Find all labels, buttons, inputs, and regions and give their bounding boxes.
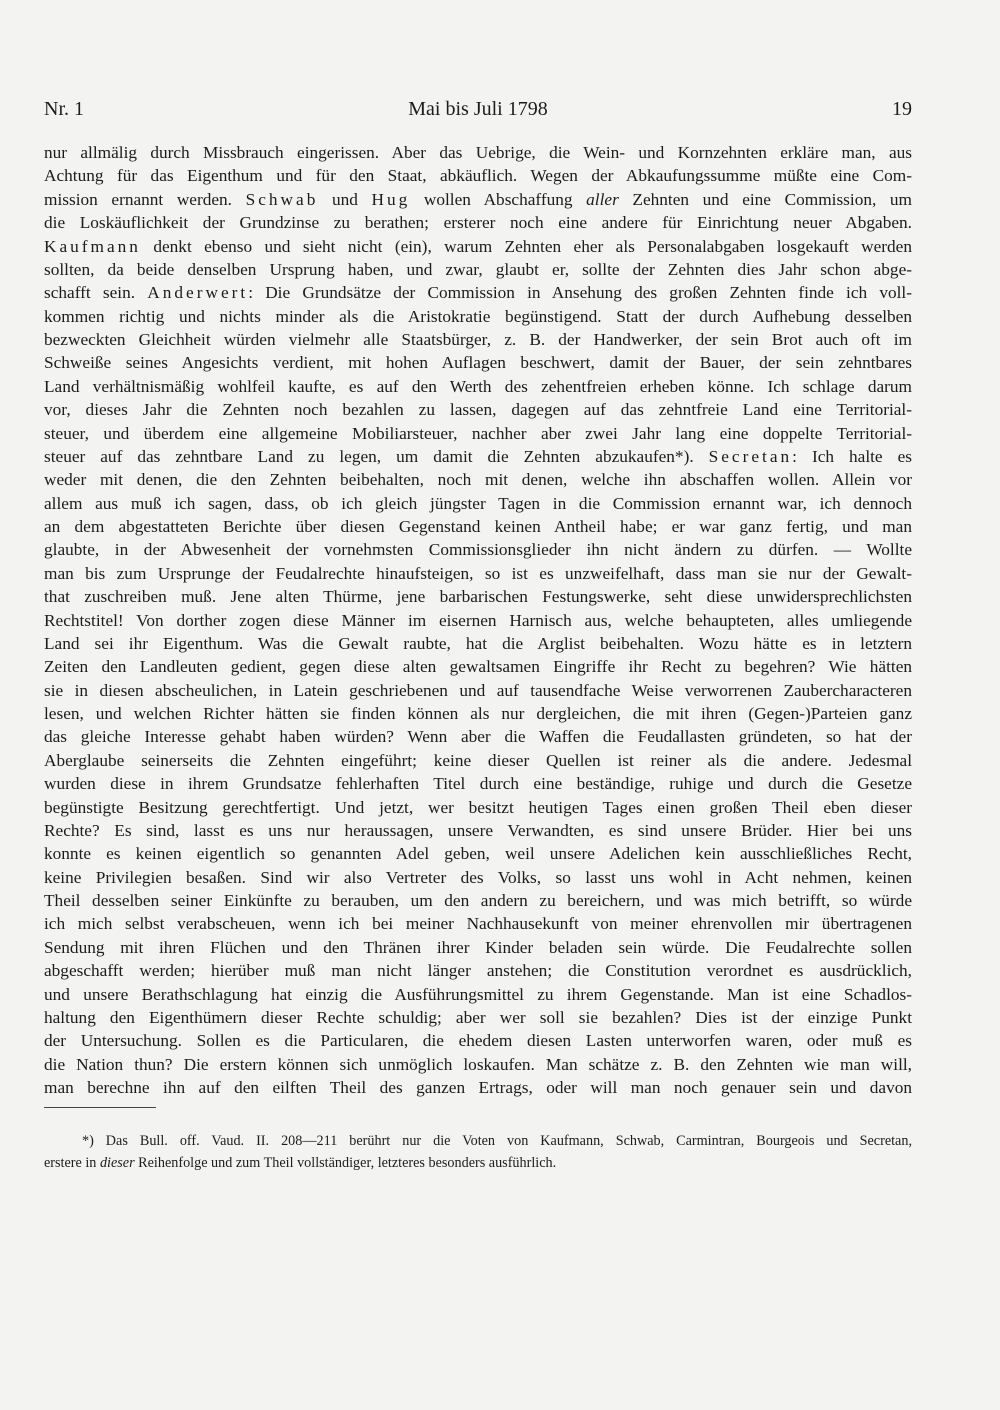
text-line — [44, 164, 912, 187]
text-line — [44, 632, 912, 655]
text-line — [44, 936, 912, 959]
text-line — [44, 1053, 912, 1076]
header-date-range: Mai bis Juli 1798 — [408, 98, 548, 120]
text-segment: bezweckten Gleichheit würden vielmehr alle Staatsbürger, z. B. der Handwerker, der sein Brot auch oft im — [44, 330, 912, 349]
text-segment: kommen richtig und nichts minder als die Aristokratie begünstigend. Statt der durch Aufhebung desselben — [44, 306, 912, 326]
text-line — [44, 796, 912, 819]
text-segment: denkt ebenso und sieht nicht (ein), warum Zehnten eher als Personalabgaben losgekauft werden — [140, 236, 912, 256]
text-line — [44, 422, 912, 445]
text-segment: Theil desselben seiner Einkünfte zu berauben, um den andern zu bereichern, und was mich betrifft, so würde — [44, 891, 912, 910]
footnote-divider — [44, 1107, 156, 1108]
text-line — [44, 351, 912, 374]
text-segment: das gleiche Interesse gehabt haben würden? Wenn aber die Waffen die Feudallasten gründeten, so hat der — [44, 727, 912, 747]
text-segment: Land sei ihr Eigenthum. Was die Gewalt raubte, hat die Arglist beibehalten. Wozu hätte es in letztern — [44, 633, 912, 653]
text-segment: keine Privilegien besaßen. Sind wir also Vertreter des Volks, so lasst uns wohl in Acht nehmen, keinen — [44, 867, 912, 887]
speaker-name: Anderwert — [147, 283, 249, 303]
text-line — [44, 866, 912, 889]
text-line — [44, 772, 912, 795]
text-line — [44, 702, 912, 725]
text-line — [44, 398, 912, 421]
text-line — [44, 538, 912, 561]
footnote-line — [44, 1130, 912, 1152]
speaker-name: Schwab — [245, 189, 319, 209]
text-segment: die Loskäuflichkeit der Grundzinse zu berathen; ersterer noch eine andere für Einrichtung neuer Abgaben. — [44, 213, 912, 233]
text-line — [44, 842, 912, 865]
text-segment: Rechte? Es sind, lasst es uns nur heraussagen, unsere Verwandten, es sind unsere Brüder. Hier bei uns — [44, 820, 912, 840]
text-segment: ich mich selbst verabscheuen, wenn ich bei meiner Nachhausekunft von meiner ehrenvollen mir übertragenen — [44, 914, 912, 934]
text-line — [44, 468, 912, 491]
text-segment: : Die Grundsätze der Commission in Ansehung des großen Zehnten finde ich voll- — [248, 283, 912, 303]
text-line — [44, 889, 912, 912]
text-segment: schafft sein. — [44, 283, 148, 303]
text-line — [44, 655, 912, 678]
speaker-name: Hug — [371, 189, 411, 209]
text-segment: Rechtstitel! Von dorther zogen diese Männer im eisernen Harnisch aus, welche behaupteten, alles umliegende — [44, 610, 912, 630]
emphasized-word: aller — [586, 189, 619, 209]
text-line — [44, 1006, 912, 1029]
text-line — [44, 912, 912, 935]
text-segment: Achtung für das Eigenthum und für den Staat, abkäuflich. Wegen der Abkaufungssumme müßte eine Com- — [44, 166, 912, 186]
text-segment: steuer, und überdem eine allgemeine Mobiliarsteuer, nachher aber zwei Jahr lang eine doppelte Territorial- — [44, 423, 912, 443]
text-line — [44, 375, 912, 398]
page-number: 19 — [892, 98, 912, 120]
text-line — [44, 725, 912, 748]
text-segment: vor, dieses Jahr die Zehnten noch bezahlen zu lassen, dagegen auf das zehntfreie Land eine Territorial- — [44, 400, 912, 420]
header-number: Nr. 1 — [44, 98, 84, 120]
text-segment: konnte es keinen eigentlich so genannten Adel geben, weil unsere Adelichen kein ausschließliches Recht, — [44, 844, 912, 864]
body-text — [44, 141, 912, 1099]
text-line — [44, 211, 912, 234]
text-segment: wollen Abschaffung — [410, 189, 587, 209]
text-line — [44, 959, 912, 982]
text-line — [44, 235, 912, 258]
text-segment: wurden diese in ihrem Grundsatze fehlerhaften Titel durch eine beständige, ruhige und durch die Gesetze — [44, 774, 912, 794]
running-head — [44, 98, 912, 128]
text-line — [44, 983, 912, 1006]
text-segment: Land verhältnismäßig wohlfeil kaufte, es auf den Werth des zehentfreien erheben könne. Ich schlage darum — [44, 376, 912, 396]
text-segment: Zeiten den Landleuten gedient, gegen diese alten gewaltsamen Eingriffe ihr Recht zu begehren? Wie hätten — [44, 657, 912, 677]
text-segment: erstere in — [44, 1155, 100, 1171]
text-line — [44, 188, 912, 211]
text-segment: begünstigte Besitzung gerechtfertigt. Und jetzt, wer besitzt heutigen Tages einen großen Theil eben dieser — [44, 797, 912, 817]
text-line — [44, 492, 912, 515]
text-segment: Aberglaube seinerseits die Zehnten eingeführt; keine dieser Quellen ist reiner als die andere. Jedesmal — [44, 750, 912, 770]
text-line — [44, 1029, 912, 1052]
text-line — [44, 1076, 912, 1099]
emphasized-word: dieser — [99, 1155, 135, 1171]
text-segment: die Nation thun? Die erstern können sich unmöglich loskaufen. Man schätze z. B. den Zehnten wie man will, — [44, 1054, 912, 1074]
text-segment: haltung den Eigenthümern dieser Rechte schuldig; aber wer soll sie bezahlen? Dies ist der einzige Punkt — [44, 1007, 912, 1027]
text-segment: nur allmälig durch Missbrauch eingerissen. Aber das Uebrige, die Wein- und Kornzehnten erkläre man, aus — [44, 143, 912, 162]
text-segment: abgeschafft werden; hierüber muß man nicht länger anstehen; die Constitution verordnet es ausdrücklich, — [44, 961, 912, 981]
text-segment: weder mit denen, die den Zehnten beibehalten, noch mit denen, welche ihn abschaffen wollen. Allein vor — [44, 470, 912, 490]
text-line — [44, 819, 912, 842]
text-segment: lesen, und welchen Richter hätten sie finden können als nur dergleichen, die mit ihren (Gegen-)Parteien ganz — [44, 704, 912, 723]
text-segment: und — [318, 189, 372, 209]
text-line — [44, 445, 912, 468]
text-segment: der Untersuchung. Sollen es die Particularen, die ehedem diesen Lasten unterworfen waren, oder muß es — [44, 1031, 912, 1051]
footnote-line — [44, 1152, 912, 1174]
text-line — [44, 258, 912, 281]
text-segment: Sendung mit ihren Flüchen und den Thränen ihrer Kinder beladen sein würde. Die Feudalrechte sollen — [44, 937, 912, 957]
text-line — [44, 749, 912, 772]
text-segment: allem aus muß ich sagen, dass, ob ich gleich jüngster Tagen in die Commission ernannt war, ich dennoch — [44, 493, 912, 513]
text-segment: und unsere Berathschlagung hat einzig die Ausführungsmittel zu ihrem Gegenstande. Man ist eine Schadlos- — [44, 984, 912, 1004]
text-line — [44, 679, 912, 702]
speaker-name: Kaufmann — [44, 236, 141, 256]
text-line — [44, 515, 912, 538]
text-line — [44, 585, 912, 608]
text-segment: *) Das Bull. off. Vaud. II. 208—211 berührt nur die Voten von Kaufmann, Schwab, Carmintran, Bourgeois und Secretan, — [82, 1133, 912, 1149]
text-line — [44, 609, 912, 632]
text-segment: sollten, da beide denselben Ursprung haben, und zwar, glaubt er, sollte der Zehnten dies Jahr schon abge- — [44, 259, 912, 279]
text-line — [44, 305, 912, 328]
text-segment: steuer auf das zehntbare Land zu legen, um damit die Zehnten abzukaufen*). — [44, 446, 709, 466]
text-segment: an dem abgestatteten Berichte über diesen Gegenstand keinen Antheil habe; er war ganz fertig, und man — [44, 517, 912, 536]
text-segment: Zehnten und eine Commission, um — [618, 189, 912, 209]
text-segment: Schweiße seines Angesichts verdient, mit hohen Auflagen beschwert, damit der Bauer, der sein zehntbares — [44, 353, 912, 373]
text-line — [44, 328, 912, 351]
text-segment: sie in diesen abscheulichen, in Latein geschriebenen und auf tausendfache Weise verworrenen Zaubercharacteren — [44, 680, 912, 700]
text-line — [44, 141, 912, 164]
text-line — [44, 281, 912, 304]
text-segment: Reihenfolge und zum Theil vollständiger, letzteres besonders ausführlich. — [134, 1155, 557, 1171]
text-segment: man berechne ihn auf den eilften Theil des ganzen Ertrags, oder will man noch genauer sein und davon — [44, 1078, 912, 1097]
speaker-name: Secretan — [708, 446, 793, 466]
text-segment: glaubte, in der Abwesenheit der vornehmsten Commissionsglieder ihn nicht ändern zu dürfen. — Wollte — [44, 540, 912, 560]
text-segment: that zuschreiben muß. Jene alten Thürme, jene barbarischen Festungswerke, seht diese unwidersprechlichsten — [44, 587, 912, 607]
text-segment: mission ernannt werden. — [44, 189, 246, 209]
text-line — [44, 562, 912, 585]
text-segment: man bis zum Ursprunge der Feudalrechte hinaufsteigen, so ist es unzweifelhaft, dass man sie nur der Gewalt- — [44, 563, 912, 583]
footnotes — [44, 1130, 912, 1174]
text-segment: : Ich halte es — [792, 446, 912, 466]
